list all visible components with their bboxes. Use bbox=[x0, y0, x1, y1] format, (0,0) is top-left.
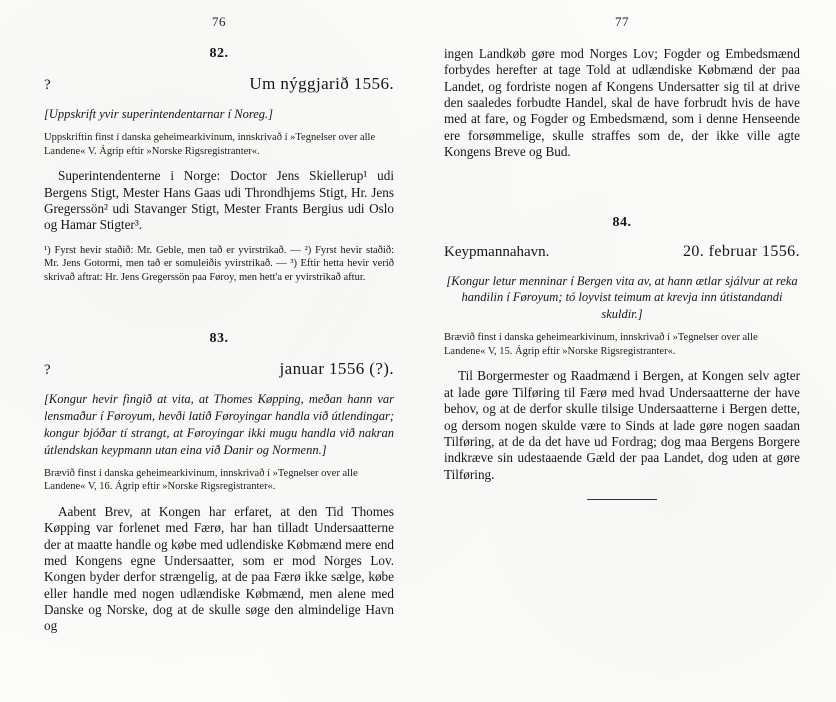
section-headline-82 bbox=[44, 74, 394, 94]
section-gap-right bbox=[444, 169, 800, 215]
section-body-82: Superintendenterne i Norge: Doctor Jens Skiellerup¹ udi Bergens Stigt, Mester Hans Gaas udi Throndhjems Stigt, Hr. Jens Gregerssön² udi Stavanger Stigt, Mester Frants Bergius udi Oslo og Hamar Stigter³. bbox=[44, 168, 394, 233]
section-source-82: Uppskriftin finst í danska geheimearkivinum, innskrivað í »Tegnelser over alle Landene« V. Ágrip eftir »Norske Rigsregistranter«. bbox=[44, 131, 376, 157]
section-place-82: ? bbox=[44, 77, 51, 93]
section-divider-rule bbox=[587, 499, 657, 500]
section-number-82: 82. bbox=[209, 46, 229, 61]
section-place-84: Keypmannahavn. bbox=[444, 243, 550, 260]
section-headline-83 bbox=[44, 359, 394, 379]
section-source-83: Brævið finst í danska geheimearkivinum, innskrivað í »Tegnelser over alle Landene« V, 16. Ágrip eftir »Norske Rigsregistranter«. bbox=[44, 467, 358, 493]
section-headline-84 bbox=[444, 243, 800, 261]
section-summary-83: [Kongur hevir fingið at vita, at Thomes Køpping, meðan hann var lensmaður í Føroyum, hevði latið Føroyingar handla við útlendingar; kongur bjóðar tí strangt, at Føroyingar ikki mugu handla við nakran útlendskan keypmann utan eina við Danir og Normenn.] bbox=[44, 392, 394, 457]
section-date-83: januar 1556 (?). bbox=[279, 359, 394, 379]
folio-number-right: 77 bbox=[615, 14, 629, 29]
section-date-82: Um nýggjarið 1556. bbox=[249, 74, 394, 93]
section-summary-84: [Kongur letur menninar í Bergen vita av, at hann ætlar sjálvur at reka handilin í Føroyum; tó loyvist teimum at krevja inn útistandandi skuldir.] bbox=[446, 273, 798, 322]
continuation-body: ingen Landkøb gøre mod Norges Lov; Fogder og Embedsmænd forbydes herefter at tage Told at udlændiske Købmænd der paa Landet, og fordriste nogen af Kongens Undersatter sig til at drive den saaledes forbudte Handel, skal de have forbrudt hvis de have med at fare, og Fogder og Embedsmænd, som i denne Henseende ere forsømmelige, skulle straffes som de, der ikke ville agte Kongens Breve og Bud. bbox=[444, 46, 800, 160]
section-source-84: Brævið finst í danska geheimearkivinum, innskrivað í »Tegnelser over alle Landene« V, 15. Ágrip eftir »Norske Rigsregistranter«. bbox=[444, 332, 758, 357]
section-place-83: ? bbox=[44, 362, 51, 379]
right-page-column bbox=[418, 14, 818, 692]
section-body-83: Aabent Brev, at Kongen har erfaret, at den Tid Thomes Køpping var forlenet med Færø, har han tilladt Undersaatterne der at maatte handle og købe med udlendiske Købmænd mere end med Kongens egne Undersaatter, som er mod Norges Lov. Kongen byder derfor strængelig, at de paa Færø ikke sælge, købe eller handle med nogen udlændiske Købmænd, men alene med Danske og Norske, dog at de skulle søge den almindelige Havn og bbox=[44, 503, 394, 634]
section-date-84: 20. februar 1556. bbox=[683, 242, 800, 260]
section-summary-82: [Uppskrift yvir superintendentarnar í Noreg.] bbox=[44, 107, 274, 121]
section-number-83: 83. bbox=[209, 331, 229, 347]
section-body-84: Til Borgermester og Raadmænd i Bergen, at Kongen selv agter at lade gøre Tilføring til Færø med hvad Undersaatterne der have behov, og at de derfor skulle tilsige Undersaatterne i Bergen dette, og dersom nogen skulde være to Sinds at lade gøre nogen saadan Tilføring, at de da det have ud Fordrag; dog maa Bergens Borgere indkræve sin udestaaende Gæld der paa Landet, dog uden at gøre Tilføring. bbox=[444, 368, 800, 482]
section-number-84: 84. bbox=[612, 214, 632, 230]
section-footnotes-82: ¹) Fyrst hevir staðið: Mr. Geble, men tað er yvirstrikað. — ²) Fyrst hevir staðið: Mr. Jens Gotormi, men tað er somuleiðis yvirstrikað. — ³) Eftir hetta hevir verið skrivað aftrat: Hr. Jens Gregerssön paa Føroy, men hett'a er yvirstrikað aftur. bbox=[44, 244, 394, 284]
folio-number-left: 76 bbox=[212, 14, 226, 29]
left-page-column bbox=[18, 14, 418, 692]
section-gap-left bbox=[44, 285, 394, 331]
